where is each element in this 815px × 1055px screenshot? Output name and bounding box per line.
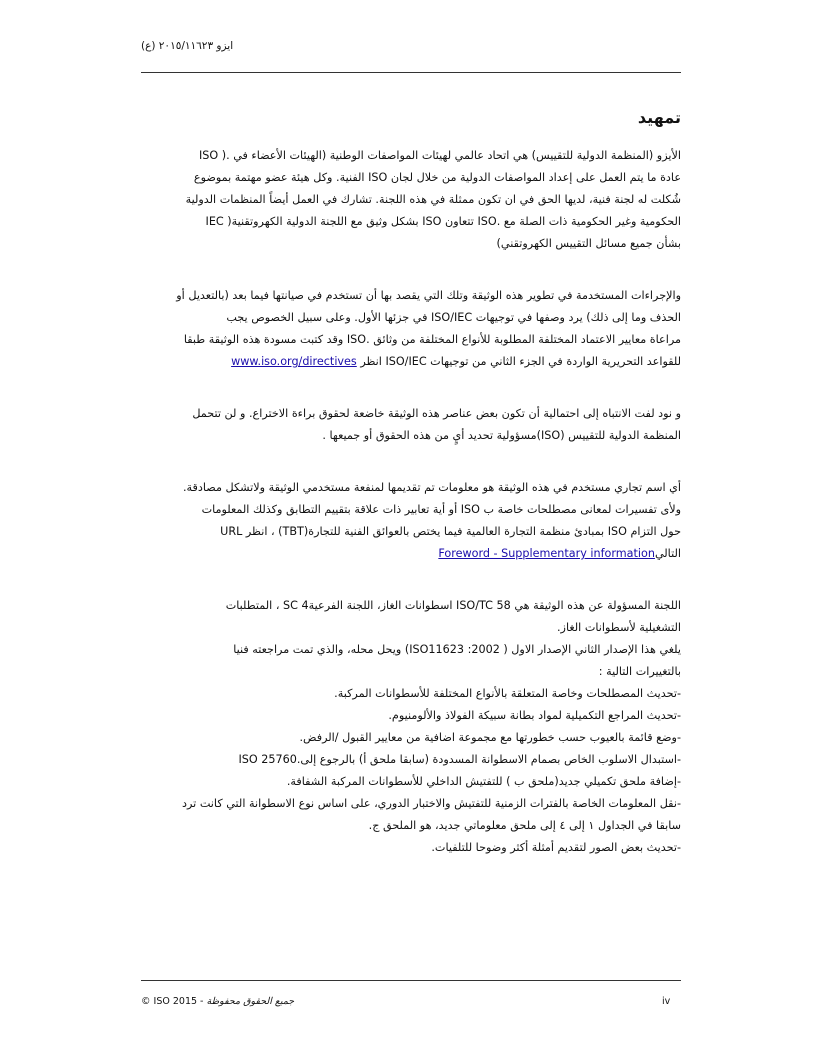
list-item: -وضع قائمة بالعيوب حسب خطورتها مع مجموعة اضافية من معايير القبول /الرفض. (299, 731, 681, 744)
text-line: اللجنة المسؤولة عن هذه الوثيقة هي ISO/TC 58 اسطوانات الغاز، اللجنة الفرعية4 SC ، المتطلبات (225, 599, 681, 612)
directives-link[interactable]: www.iso.org/directives (231, 355, 357, 368)
text-fragment: التالي (654, 547, 681, 560)
rights-text: جميع الحقوق محفوظة (206, 996, 295, 1007)
text-line: عادة ما يتم العمل على إعداد المواصفات الدولية من خلال لجان ISO الفنية. وكل هيئة عضو مهتمة بموضوع (193, 171, 681, 184)
text-line: بالتغييرات التالية : (598, 665, 681, 678)
paragraph-trade-names (141, 477, 681, 565)
text-line (141, 543, 681, 565)
text-fragment: للقواعد التحريرية الواردة في الجزء الثاني من توجيهات ISO/IEC انظر (360, 355, 681, 368)
text-line: يلغي هذا الإصدار الثاني الإصدار الاول ( ISO11623 :2002) ويحل محله، والذي تمت مراجعته فنيا (233, 643, 681, 656)
text-line (141, 351, 681, 373)
text-line: الأيزو (المنظمة الدولية للتقييس) هي اتحاد عالمي لهيئات المواصفات الوطنية (الهيئات الأعضاء في .( ISO (198, 149, 681, 162)
text-line: التشغيلية لأسطوانات الغاز. (557, 621, 681, 634)
list-item: سابقا في الجداول ١ إلى ٤ إلى ملحق معلوماتي جديد، هو الملحق ج. (368, 819, 681, 832)
main-content (141, 108, 681, 859)
page-title: تمهيد (637, 108, 681, 127)
footer-divider (141, 980, 681, 981)
text-line: بشأن جميع مسائل التقييس الكهروتقني) (496, 237, 681, 250)
list-item: -إضافة ملحق تكميلي جديد(ملحق ب ) للتفتيش الداخلي للأسطوانات المركبة الشفافة. (286, 775, 681, 788)
paragraph-iso-intro (141, 145, 681, 255)
text-line: والإجراءات المستخدمة في تطوير هذه الوثيقة وتلك التي يقصد بها أن تستخدم في صيانتها فيما بعد (بالتعديل أو (176, 289, 681, 302)
changes-list (141, 683, 681, 859)
supplementary-info-link[interactable]: Foreword - Supplementary information (438, 547, 655, 560)
page-header (141, 40, 681, 60)
text-line: الحكومية وغير الحكومية ذات الصلة مع .ISO تتعاون ISO بشكل وثيق مع اللجنة الدولية الكهروتقنية( IEC (205, 215, 681, 228)
text-line: المنظمة الدولية للتقييس (ISO)مسؤولية تحديد أيٍ من هذه الحقوق أو جميعها . (322, 429, 681, 442)
paragraph-procedures (141, 285, 681, 373)
list-item: -تحديث بعض الصور لتقديم أمثلة أكثر وضوحا للتلفيات. (431, 841, 681, 854)
list-item: -استبدال الاسلوب الخاص بصمام الاسطوانة المسدودة (سابقا ملحق أ) بالرجوع إلى.ISO 25760 (238, 753, 681, 766)
footer-copyright (141, 996, 294, 1007)
list-item: -تحديث المراجع التكميلية لمواد بطانة سبيكة الفولاذ والألومنيوم. (388, 709, 681, 722)
text-line: أي اسم تجاري مستخدم في هذه الوثيقة هو معلومات تم تقديمها لمنفعة مستخدمي الوثيقة ولاتشكل مصادقة. (182, 481, 681, 494)
paragraph-patents (141, 403, 681, 447)
list-item: -نقل المعلومات الخاصة بالفترات الزمنية للتفتيش والاختبار الدوري، على اساس نوع الاسطوانة التي كانت ترد (182, 797, 681, 810)
paragraph-committee (141, 595, 681, 683)
text-line: مراعاة معايير الاعتماد المختلفة المطلوبة للأنواع المختلفة من وثائق .ISO وقد كتبت مسودة هذه الوثيقة طبقا (183, 333, 681, 346)
text-line: و نود لفت الانتباه إلى احتمالية أن تكون بعض عناصر هذه الوثيقة خاضعة لحقوق براءة الاختراع. و لن تتحمل (192, 407, 681, 420)
page-number: iv (662, 996, 671, 1007)
copyright-text: © ISO 2015 - (141, 996, 204, 1007)
text-line: حول التزام ISO بمبادئ منظمة التجارة العالمية فيما يختص بالعوائق الفنية للتجارة(TBT) ، انظر URL (220, 525, 681, 538)
text-line: الحذف وما إلى ذلك) يرد وصفها في توجيهات ISO/IEC في جزئها الأول. وعلى سبيل الخصوص يجب (226, 311, 681, 324)
document-number: ايزو ٢٠١٥/١١٦٢٣ (ع) (141, 40, 234, 52)
text-line: ولأى تفسيرات لمعانى مصطلحات خاصة ب ISO أو أية تعابير ذات علاقة بتقييم التطابق وكذلك المعلومات (201, 503, 681, 516)
text-line: شُكلت له لجنة فنية، لديها الحق في ان تكون ممثلة في هذه اللجنة. تشارك في العمل أيضاً المنظمات الدولية (185, 193, 681, 206)
header-divider (141, 72, 681, 73)
list-item: -تحديث المصطلحات وخاصة المتعلقة بالأنواع المختلفة للأسطوانات المركبة. (334, 687, 681, 700)
